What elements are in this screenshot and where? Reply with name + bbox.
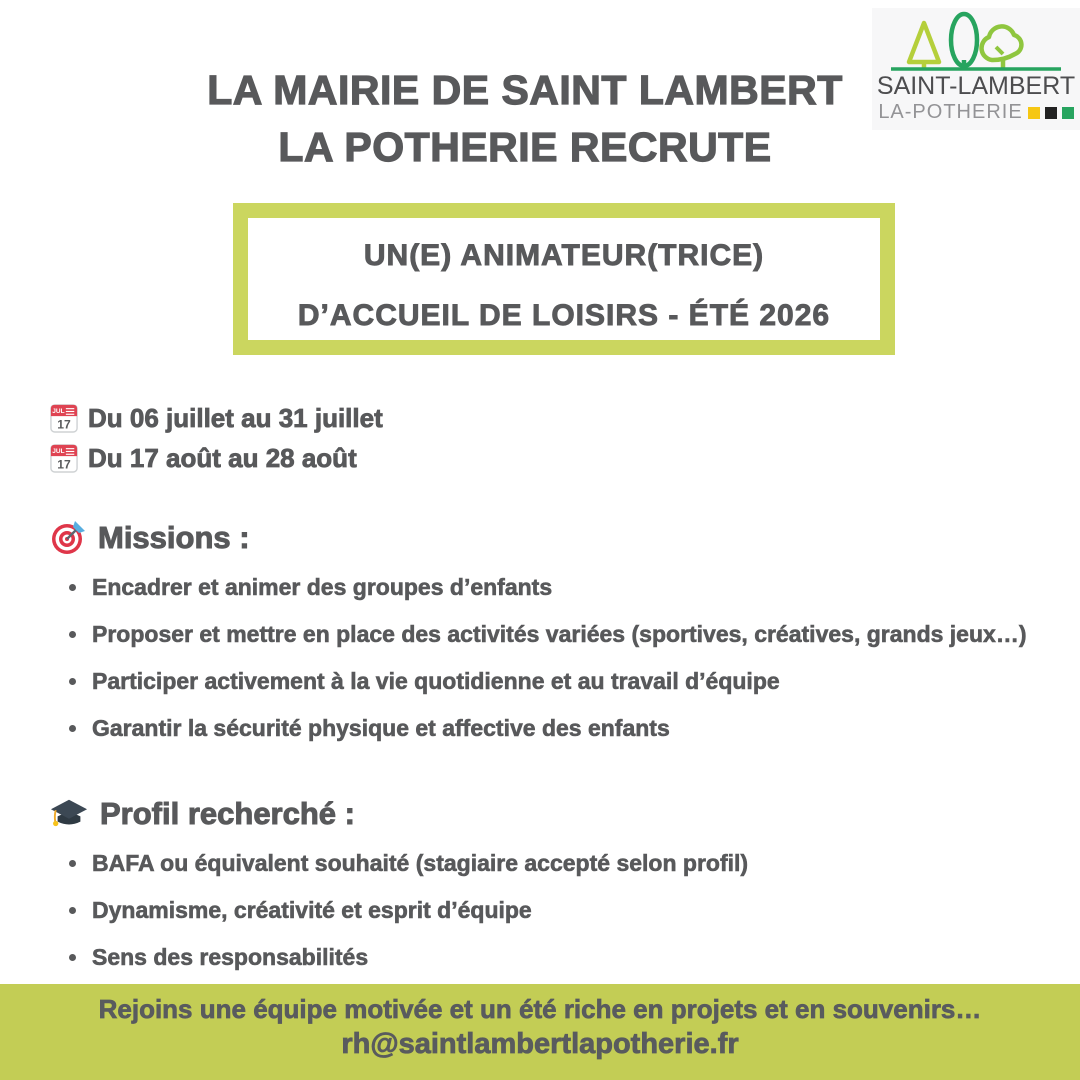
page-title-line1: LA MAIRIE DE SAINT LAMBERT xyxy=(207,67,843,113)
footer-tagline: Rejoins une équipe motivée et un été riche en projets et en souvenirs… xyxy=(98,994,982,1024)
mission-item: Garantir la sécurité physique et affective des enfants xyxy=(92,709,1042,748)
date-text: Du 06 juillet au 31 juillet xyxy=(88,402,383,433)
logo-square-yellow xyxy=(1028,107,1040,119)
logo-town-subname: LA-POTHERIE xyxy=(878,101,1023,123)
logo-square-green xyxy=(1062,107,1074,119)
profil-heading-text: Profil recherché : xyxy=(100,796,355,831)
section-missions xyxy=(50,516,1050,756)
missions-bullet-list xyxy=(50,568,1050,748)
logo-square-black xyxy=(1045,107,1057,119)
page-title-line2: LA POTHERIE RECRUTE xyxy=(278,124,772,170)
profil-heading xyxy=(50,792,1050,836)
date-row xyxy=(50,398,383,438)
trees-logo-icon xyxy=(876,10,1076,72)
contact-email[interactable]: rh@saintlambertlapotherie.fr xyxy=(341,1028,739,1060)
profil-item: Sens des responsabilités xyxy=(92,938,1042,977)
calendar-icon xyxy=(50,403,78,433)
mission-item: Encadrer et animer des groupes d’enfants xyxy=(92,568,1042,607)
job-title-box xyxy=(233,203,895,355)
profil-bullet-list xyxy=(50,844,1050,977)
logo-town-name: SAINT-LAMBERT xyxy=(876,72,1076,100)
profil-item: BAFA ou équivalent souhaité (stagiaire accepté selon profil) xyxy=(92,844,1042,883)
job-title-line1: UN(E) ANIMATEUR(TRICE) xyxy=(363,239,765,272)
town-logo xyxy=(872,8,1080,130)
target-icon xyxy=(50,520,86,556)
job-title-line2: D’ACCUEIL DE LOISIRS - ÉTÉ 2026 xyxy=(297,299,831,332)
missions-heading-text: Missions : xyxy=(98,520,250,555)
mission-item: Proposer et mettre en place des activités variées (sportives, créatives, grands jeux…) xyxy=(92,615,1042,654)
missions-heading xyxy=(50,516,1050,560)
date-row xyxy=(50,438,383,478)
mission-item: Participer activement à la vie quotidienne et au travail d’équipe xyxy=(92,662,1042,701)
dates-list xyxy=(50,398,383,478)
section-profil xyxy=(50,792,1050,985)
svg-text:17: 17 xyxy=(57,457,71,472)
calendar-icon xyxy=(50,443,78,473)
graduation-cap-icon xyxy=(50,797,88,831)
date-text: Du 17 août au 28 août xyxy=(88,442,357,473)
profil-item: Dynamisme, créativité et esprit d’équipe xyxy=(92,891,1042,930)
footer-band xyxy=(0,984,1080,1080)
svg-text:17: 17 xyxy=(57,417,71,432)
svg-text:JUL: JUL xyxy=(52,407,65,415)
svg-text:JUL: JUL xyxy=(52,447,65,455)
